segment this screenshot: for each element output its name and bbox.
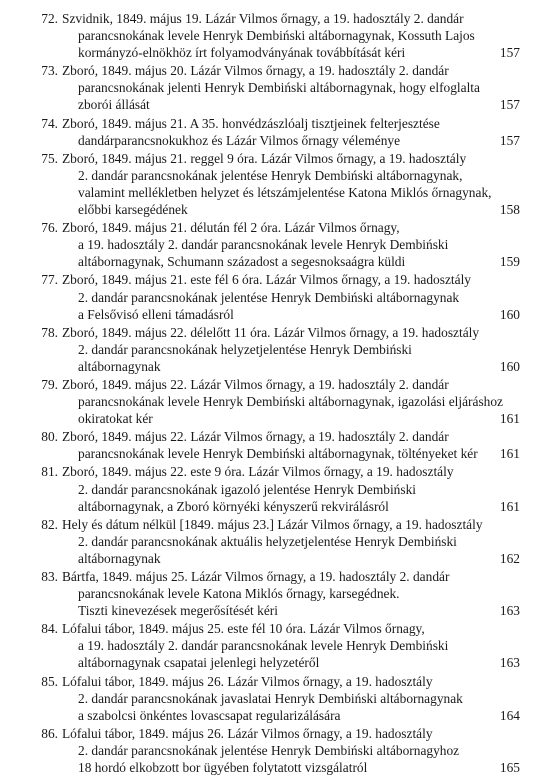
page-number: 164 <box>499 707 520 723</box>
entry-number: 79. <box>41 376 58 392</box>
entry-text <box>62 673 520 724</box>
entry-line: 2. dandár parancsnokának javaslatai Henryk Dembiński altábornagynak <box>78 690 463 706</box>
toc-entry <box>28 376 520 427</box>
entry-line: okiratokat kér <box>78 411 153 427</box>
entry-line: parancsnokának levele Henryk Dembiński altábornagynak, töltényeket kér <box>78 446 478 462</box>
entry-line: Zboró, 1849. május 22. Lázár Vilmos őrnagy, a 19. hadosztály 2. dandár <box>62 376 449 392</box>
entry-line: Lófalui tábor, 1849. május 25. este fél 10 óra. Lázár Vilmos őrnagy, <box>62 621 425 637</box>
entry-line: Lófalui tábor, 1849. május 26. Lázár Vilmos őrnagy, a 19. hadosztály <box>62 725 433 741</box>
entry-line: a 19. hadosztály 2. dandár parancsnokának levele Henryk Dembiński <box>78 237 449 253</box>
toc-entry <box>28 219 520 270</box>
page-number: 159 <box>499 254 520 270</box>
entry-line: Zboró, 1849. május 21. reggel 9 óra. Lázár Vilmos őrnagy, a 19. hadosztály <box>62 150 467 166</box>
toc-entry <box>28 324 520 375</box>
entry-number: 73. <box>41 63 58 79</box>
entry-text <box>62 10 520 61</box>
entry-number: 75. <box>41 150 58 166</box>
entry-text <box>62 271 520 322</box>
page-number: 165 <box>499 760 520 776</box>
entry-text <box>62 516 520 567</box>
entry-number: 76. <box>41 220 58 236</box>
entry-line: zborói állását <box>78 97 150 113</box>
entry-line: Zboró, 1849. május 21. este fél 6 óra. Lázár Vilmos őrnagy, a 19. hadosztály <box>62 272 471 288</box>
toc-entry <box>28 428 520 462</box>
entry-text <box>62 463 520 514</box>
entry-number: 78. <box>41 324 58 340</box>
entry-text <box>62 725 520 776</box>
entry-line: a 19. hadosztály 2. dandár parancsnokának levele Henryk Dembiński <box>78 638 449 654</box>
entry-line: Szvidnik, 1849. május 19. Lázár Vilmos őrnagy, a 19. hadosztály 2. dandár <box>62 11 464 26</box>
entry-number: 72. <box>41 11 58 26</box>
entry-text <box>62 62 520 113</box>
entry-line: Zboró, 1849. május 20. Lázár Vilmos őrnagy, a 19. hadosztály 2. dandár <box>62 63 449 79</box>
entry-number: 83. <box>41 569 58 584</box>
entry-line: kormányzó-elnökhöz írt folyamodványának továbbítását kéri <box>78 45 406 61</box>
toc-entry <box>28 673 520 724</box>
table-of-contents <box>28 10 520 777</box>
entry-text <box>62 115 520 149</box>
entry-line: Bártfa, 1849. május 25. Lázár Vilmos őrnagy, a 19. hadosztály 2. dandár <box>62 569 450 584</box>
entry-number: 74. <box>41 115 58 131</box>
toc-entry <box>28 150 520 218</box>
entry-line: 2. dandár parancsnokának jelentése Henryk Dembiński altábornagyhoz <box>78 742 460 758</box>
page-number: 161 <box>499 498 520 514</box>
toc-entry <box>28 568 520 619</box>
toc-entry <box>28 725 520 776</box>
entry-line: 2. dandár parancsnokának jelentése Henryk Dembiński altábornagynak <box>78 289 460 305</box>
entry-number: 84. <box>41 621 58 637</box>
entry-number: 81. <box>41 464 58 480</box>
entry-text <box>62 620 520 671</box>
entry-number: 77. <box>41 272 58 288</box>
toc-entry <box>28 62 520 113</box>
page-number: 157 <box>499 45 520 61</box>
entry-text <box>62 219 520 270</box>
entry-number: 80. <box>41 429 58 445</box>
entry-line: parancsnokának levele Henryk Dembiński altábornagynak, Kossuth Lajos <box>78 28 475 44</box>
page-number: 162 <box>499 550 520 566</box>
page-number: 157 <box>499 132 520 148</box>
entry-text <box>62 150 520 218</box>
entry-line: altábornagynak, Schumann századost a segesnoksaágra küldi <box>78 254 406 270</box>
toc-entry <box>28 620 520 671</box>
toc-entry <box>28 10 520 61</box>
entry-number: 82. <box>41 516 58 532</box>
entry-line: parancsnokának levele Henryk Dembiński altábornagynak, igazolási eljáráshoz <box>78 394 503 410</box>
entry-line: valamint mellékletben helyzet és létszámjelentése Katona Miklós őrnagynak, <box>78 184 492 200</box>
entry-line: előbbi karsegédének <box>78 202 188 218</box>
entry-line: Zboró, 1849. május 22. Lázár Vilmos őrnagy, a 19. hadosztály 2. dandár <box>62 429 449 445</box>
entry-line: parancsnokának levele Katona Miklós őrnagy, karsegédnek. <box>78 586 400 602</box>
entry-line: altábornagynak csapatai jelenlegi helyzetéről <box>78 655 320 671</box>
entry-number: 85. <box>41 673 58 689</box>
page-number: 163 <box>499 603 520 619</box>
page-number: 157 <box>499 97 520 113</box>
entry-line: altábornagynak <box>78 550 161 566</box>
toc-entry <box>28 115 520 149</box>
entry-line: 2. dandár parancsnokának helyzetjelentése Henryk Dembiński <box>78 341 412 357</box>
entry-text <box>62 376 520 427</box>
page-number: 161 <box>499 446 520 462</box>
entry-line: altábornagynak <box>78 358 161 374</box>
entry-line: 2. dandár parancsnokának jelentése Henryk Dembiński altábornagynak, <box>78 167 463 183</box>
entry-line: Zboró, 1849. május 21. délután fél 2 óra. Lázár Vilmos őrnagy, <box>62 220 400 236</box>
page-number: 160 <box>499 306 520 322</box>
entry-line: a Felsővisó elleni támadásról <box>78 306 234 322</box>
toc-entry <box>28 463 520 514</box>
entry-line: Hely és dátum nélkül [1849. május 23.] Lázár Vilmos őrnagy, a 19. hadosztály <box>62 516 483 532</box>
page-number: 158 <box>499 202 520 218</box>
entry-line: dandárparancsnokukhoz és Lázár Vilmos őrnagy véleménye <box>78 132 401 148</box>
entry-line: 2. dandár parancsnokának igazoló jelentése Henryk Dembiński <box>78 481 416 497</box>
entry-text <box>62 324 520 375</box>
entry-line: altábornagynak, a Zboró környéki kényszerű rekvirálásról <box>78 498 389 514</box>
entry-line: parancsnokának jelenti Henryk Dembiński altábornagynak, hogy elfoglalta <box>78 80 480 96</box>
toc-entry <box>28 271 520 322</box>
entry-line: Tiszti kinevezések megerősítését kéri <box>78 603 278 619</box>
entry-text <box>62 568 520 619</box>
entry-line: Lófalui tábor, 1849. május 26. Lázár Vilmos őrnagy, a 19. hadosztály <box>62 673 433 689</box>
page-number: 161 <box>499 411 520 427</box>
entry-line: 18 hordó elkobzott bor ügyében folytatott vizsgálatról <box>78 760 368 776</box>
toc-entry <box>28 516 520 567</box>
page-number: 163 <box>499 655 520 671</box>
entry-text <box>62 428 520 462</box>
entry-line: Zboró, 1849. május 21. A 35. honvédzászlóalj tisztjeinek felterjesztése <box>62 115 440 131</box>
entry-line: 2. dandár parancsnokának aktuális helyzetjelentése Henryk Dembiński <box>78 533 457 549</box>
entry-line: Zboró, 1849. május 22. este 9 óra. Lázár Vilmos őrnagy, a 19. hadosztály <box>62 464 454 480</box>
page-number: 160 <box>499 358 520 374</box>
entry-line: Zboró, 1849. május 22. délelőtt 11 óra. Lázár Vilmos őrnagy, a 19. hadosztály <box>62 324 480 340</box>
entry-number: 86. <box>41 725 58 741</box>
entry-line: a szabolcsi önkéntes lovascsapat regularizálására <box>78 707 341 723</box>
